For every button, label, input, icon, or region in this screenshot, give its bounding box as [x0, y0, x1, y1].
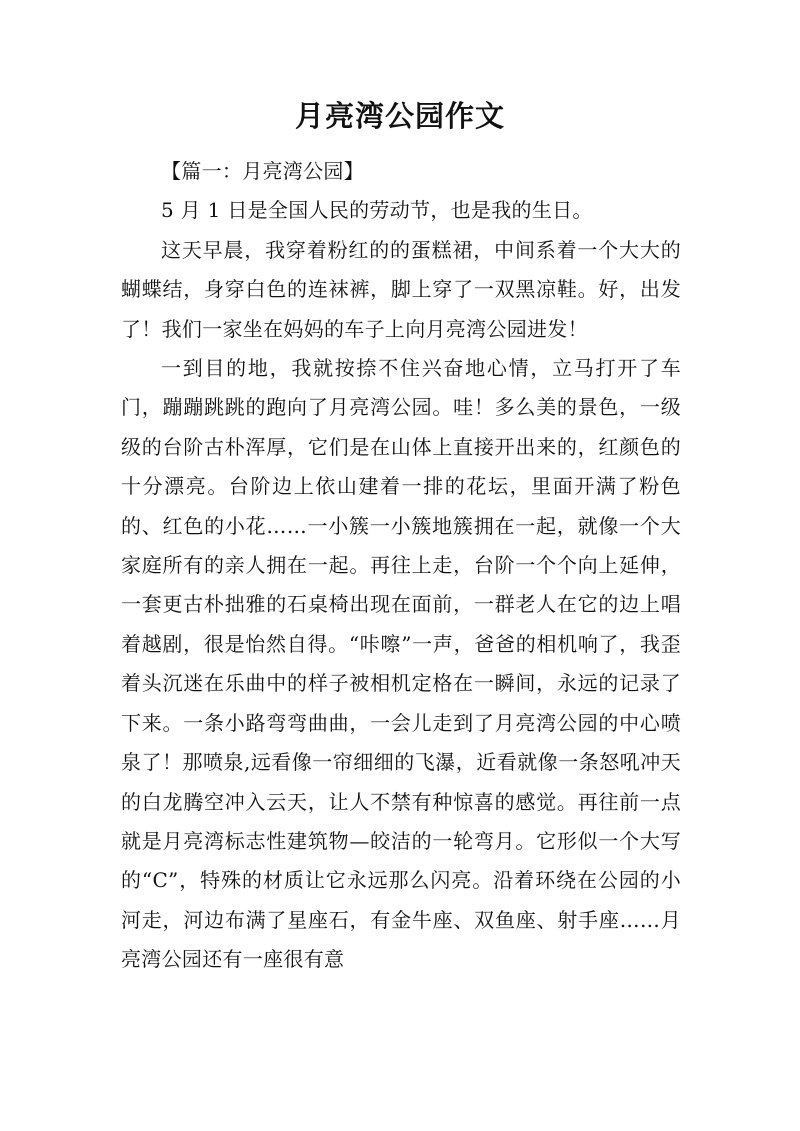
paragraph-2: 这天早晨，我穿着粉红的的蛋糕裙，中间系着一个大大的蝴蝶结，身穿白色的连袜裤，脚上穿了一双黑凉鞋。好，出发了！我们一家坐在妈妈的车子上向月亮湾公园进发！ [121, 237, 681, 341]
paragraph-3: 一到目的地，我就按捺不住兴奋地心情，立马打开了车门，蹦蹦跳跳的跑向了月亮湾公园。哇！多么美的景色，一级级的台阶古朴浑厚，它们是在山体上直接开出来的，红颜色的十分漂亮。台阶边上依山建着一排的花坛，里面开满了粉色的、红色的小花……一小簇一小簇地簇拥在一起，就像一个大家庭所有的亲人拥在一起。再往上走，台阶一个个向上延伸，一套更古朴拙雅的石桌椅出现在面前，一群老人在它的边上唱着越剧，很是怡然自得。“咔嚓”一声，爸爸的相机响了，我歪着头沉迷在乐曲中的样子被相机定格在一瞬间，永远的记录了下来。一条小路弯弯曲曲，一会儿走到了月亮湾公园的中心喷泉了！那喷泉,远看像一帘细细的飞瀑，近看就像一条怒吼冲天的白龙腾空冲入云天，让人不禁有种惊喜的感觉。再往前一点就是月亮湾标志性建筑物—皎洁的一轮弯月。它形似一个大写的“C”，特殊的材质让它永远那么闪亮。沿着环绕在公园的小河走，河边布满了星座石，有金牛座、双鱼座、射手座……月亮湾公园还有一座很有意 [121, 356, 681, 972]
paragraph-1: 5 月 1 日是全国人民的劳动节，也是我的生日。 [161, 198, 593, 223]
section-heading: 【篇一：月亮湾公园】 [161, 159, 364, 183]
document-body [121, 152, 681, 980]
document-title: 月亮湾公园作文 [294, 99, 505, 133]
